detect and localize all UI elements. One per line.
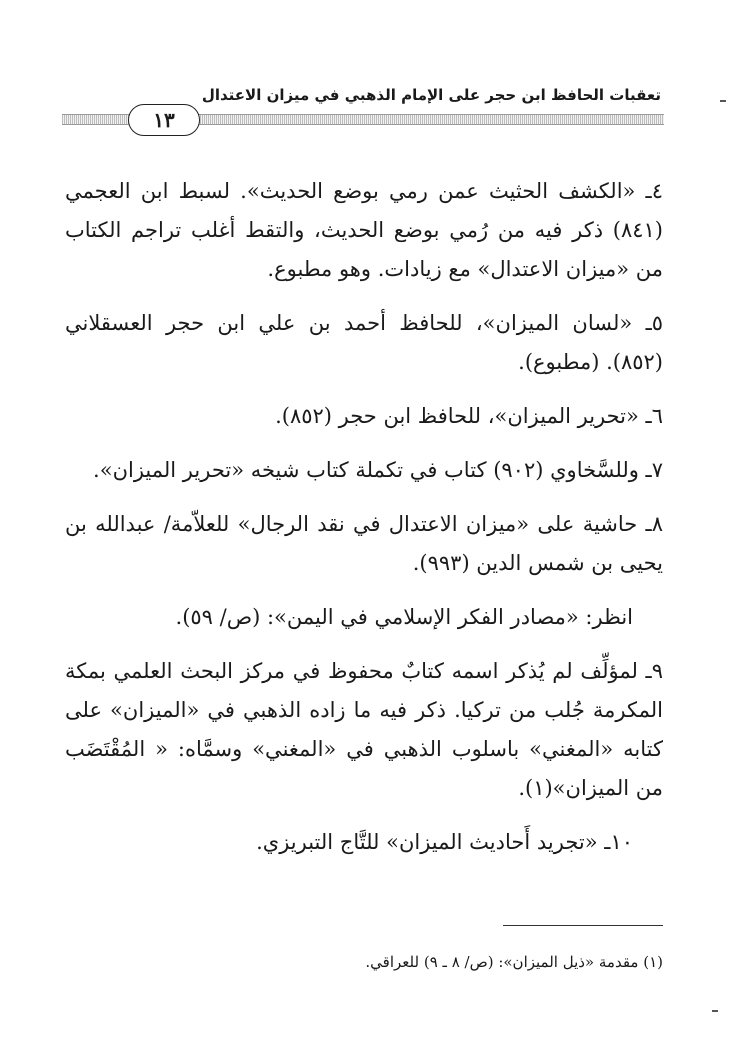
margin-mark <box>720 100 726 102</box>
footnote: (١) مقدمة «ذيل الميزان»: (ص/ ٨ ـ ٩) للعراقي. <box>365 953 663 971</box>
paragraph-item-4: ٤ـ «الكشف الحثيث عمن رمي بوضع الحديث». لسبط ابن العجمي (٨٤١) ذكر فيه من رُمي بوضع الحديث، والتقط أغلب تراجم الكتاب من «ميزان الاعتدال» مع زيادات. وهو مطبوع. <box>65 179 663 281</box>
footnote-separator <box>503 925 663 926</box>
paragraph-item-7: ٧ـ وللسَّخاوي (٩٠٢) كتاب في تكملة كتاب شيخه «تحرير الميزان». <box>93 458 663 482</box>
main-text <box>65 172 663 877</box>
paragraph-item-9: ٩ـ لمؤلِّف لم يُذكر اسمه كتابٌ محفوظ في مركز البحث العلمي بمكة المكرمة جُلب من تركيا. ذكر فيه ما زاده الذهبي في «الميزان» على كتابه «المغني» باسلوب الذهبي في «المغني» وسمَّاه: « المُقْتَضَب من الميزان»(١). <box>65 659 663 800</box>
paragraph-item-6: ٦ـ «تحرير الميزان»، للحافظ ابن حجر (٨٥٢). <box>275 404 663 428</box>
margin-mark <box>712 1010 718 1012</box>
paragraph-reference: انظر: «مصادر الفكر الإسلامي في اليمن»: (ص/ ٥٩). <box>175 605 633 629</box>
running-header-title: تعقبات الحافظ ابن حجر على الإمام الذهبي في ميزان الاعتدال <box>201 86 661 104</box>
paragraph-item-5: ٥ـ «لسان الميزان»، للحافظ أحمد بن علي ابن حجر العسقلاني (٨٥٢). (مطبوع). <box>65 311 663 374</box>
paragraph-item-8: ٨ـ حاشية على «ميزان الاعتدال في نقد الرجال» للعلاّمة/ عبدالله بن يحيى بن شمس الدين (٩٩٣). <box>65 512 663 575</box>
page-number-badge: ١٣ <box>128 104 200 136</box>
paragraph-item-10: ١٠ـ «تجريد أَحاديث الميزان» للتَّاج التبريزي. <box>256 830 633 854</box>
